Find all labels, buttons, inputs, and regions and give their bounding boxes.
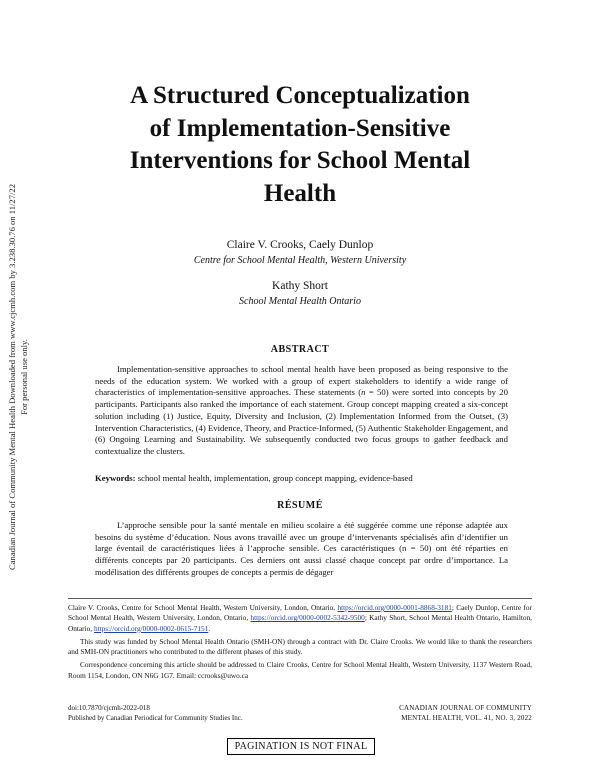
author-affiliation-1: Centre for School Mental Health, Western University xyxy=(193,255,407,266)
publisher: Published by Canadian Periodical for Community Studies Inc. xyxy=(68,713,243,722)
journal-line-2: MENTAL HEALTH, VOL. 41, NO. 3, 2022 xyxy=(401,713,532,722)
author-affiliations-note xyxy=(68,603,532,634)
aff-note-1: Claire V. Crooks, Centre for School Mental Health, Western University, London, Ontario, xyxy=(68,603,338,612)
orcid-link-short[interactable]: https://orcid.org/0000-0002-0615-7151 xyxy=(93,623,209,633)
abstract-text-2: = 50) were sorted into concepts by 20 participants. Participants also ranked the importance of each statement. Group concept mapping created a six-concept solution including (1) Justice, Equity, Diversity and Inclusion, (2) Implementation Informed from the Outset, (3) Intervention Characteristics, (4) Evidence, Theory, and Practice-Informed, (5) Authentic Stakeholder Engagement, and (6) Ongoing Learning and Sustainability. We subsequently conducted two focus groups to gather feedback and contextualize the clusters. xyxy=(95,387,508,456)
footnote-rule xyxy=(68,598,532,599)
author-affiliation-2: School Mental Health Ontario xyxy=(239,296,361,307)
aff-note-end: . xyxy=(208,623,211,633)
footer-right xyxy=(370,704,532,723)
abstract-text-1: Implementation-sensitive approaches to school mental health have been proposed as being responsive to the needs of the education system. We worked with a group of expert stakeholders to identify a wide range of characteristics of implementation-sensitive approaches. These statements ( xyxy=(95,364,508,398)
correspondence-note: Correspondence concerning this article should be addressed to Claire Crooks, Centre for School Mental Health, Western University, 1137 Western Road, Room 1154, London, ON N6G 1G7. Email: ccrooks@uwo.ca xyxy=(68,660,532,680)
orcid-link-crooks[interactable]: https://orcid.org/0000-0001-8868-3181 xyxy=(337,603,452,612)
author-names-2: Kathy Short xyxy=(272,280,328,292)
aff-note-2: ; Caely Dunlop, Centre for School Mental Health, Western University, London, Ontario, xyxy=(68,603,532,623)
keywords-text: school mental health, implementation, group concept mapping, evidence-based xyxy=(135,473,413,483)
orcid-link-dunlop[interactable]: https://orcid.org/0000-0002-5342-9500 xyxy=(250,613,365,623)
journal-line-1: CANADIAN JOURNAL OF COMMUNITY xyxy=(399,704,532,712)
keywords-line xyxy=(95,473,508,485)
download-side-note xyxy=(6,162,32,592)
article-title xyxy=(60,80,540,210)
side-note-line-2: For personal use only. xyxy=(19,339,29,415)
side-note-line-1: Canadian Journal of Community Mental Health Downloaded from www.cjcmh.com by 3.238.30.76 on 11/27/22 xyxy=(7,183,17,571)
resume-text: L’approche sensible pour la santé mentale en milieu scolaire a été suggérée comme une réponse adaptée aux besoins du système d’éducation. Nous avons travaillé avec un groupe d’intervenants spécialisés afin d’identifier un large éventail de caractéristiques liées à l’approche sensible. Ces caractéristiques (n = 50) ont été réparties en différents concepts par 20 participants. Ces derniers ont aussi classé chaque concept par ordre d’importance. La modélisation des différents groupes de concepts a permis de dégager xyxy=(95,520,508,577)
title-line-1: A Structured Conceptualization xyxy=(130,82,470,109)
abstract-n-symbol: n xyxy=(361,387,366,398)
aff-note-3: ; Kathy Short, School Mental Health Ontario, Hamilton, Ontario, xyxy=(68,613,533,633)
footnotes xyxy=(68,603,532,684)
abstract-body xyxy=(95,364,508,458)
pagination-notice: PAGINATION IS NOT FINAL xyxy=(227,738,375,755)
footer-left xyxy=(68,704,243,723)
resume-heading: RÉSUMÉ xyxy=(277,500,323,511)
title-line-4: Health xyxy=(263,179,337,207)
resume-body xyxy=(95,520,508,579)
doi: doi:10.7870/cjcmh-2022-018 xyxy=(68,704,150,712)
funding-note: This study was funded by School Mental Health Ontario (SMH-ON) through a contract with Dr. Claire Crooks. We would like to thank the researchers and SMH-ON practitioners who contributed to the different phases of this study. xyxy=(68,636,532,657)
title-line-3: Interventions for School Mental xyxy=(129,147,471,174)
author-names-1: Claire V. Crooks, Caely Dunlop xyxy=(226,239,374,251)
abstract-heading: ABSTRACT xyxy=(270,344,330,355)
keywords-label: Keywords: xyxy=(95,473,136,483)
title-line-2: of Implementation-Sensitive xyxy=(149,114,451,142)
